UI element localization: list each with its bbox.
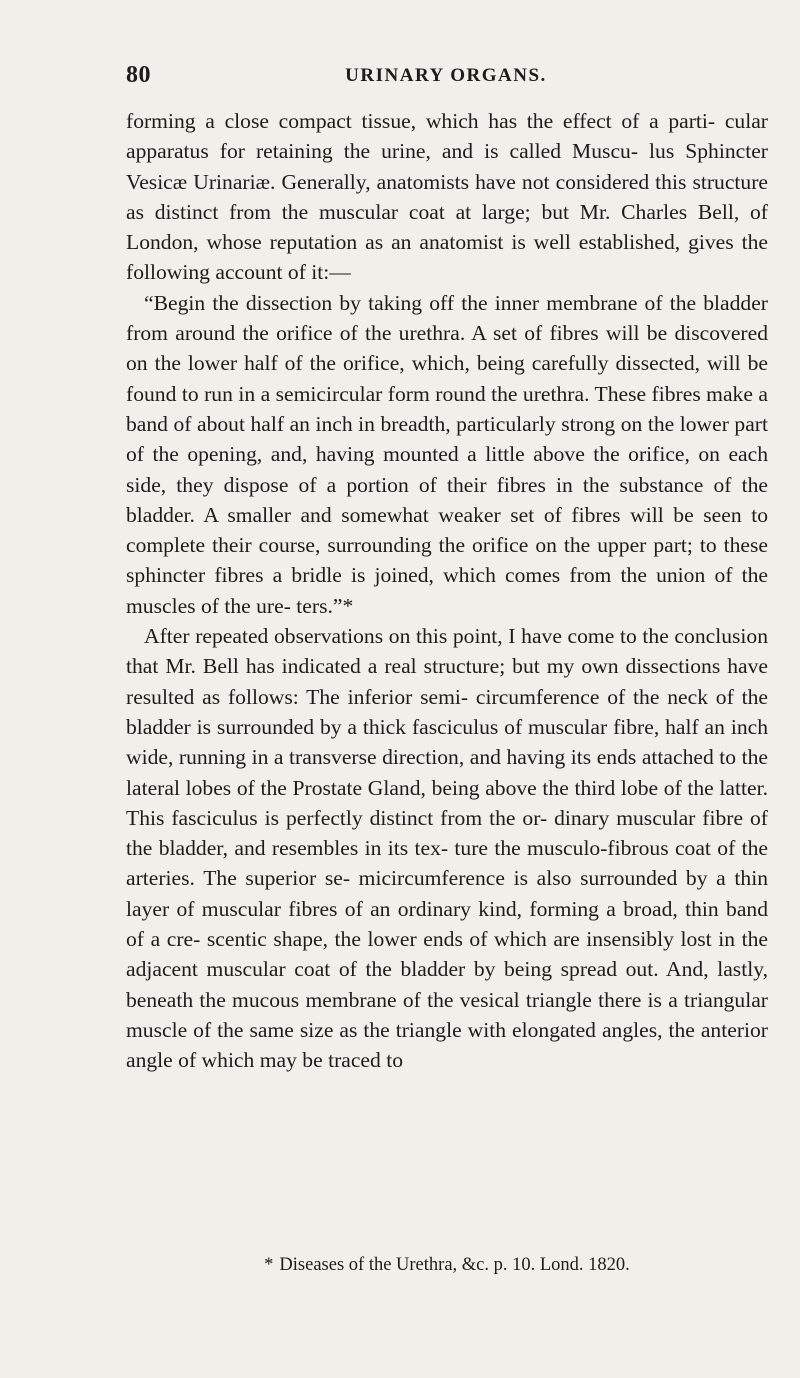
paragraph-1: forming a close compact tissue, which has the effect of a parti- cular apparatus for retaining the urine, and is called Muscu- lus Sphincter Vesicæ Urinariæ. Generally, anatomists have not considered this structure as distinct from the muscular coat at large; but Mr. Charles Bell, of London, whose reputation as an anatomist is well established, gives the following account of it:—	[126, 109, 768, 285]
running-head: URINARY ORGANS.	[345, 65, 547, 86]
footnote-mark: *	[264, 1255, 274, 1275]
page-number: 80	[126, 62, 151, 88]
paragraph-2-quotation: “Begin the dissection by taking off the inner membrane of the bladder from around the orifice of the urethra. A set of fibres will be discovered on the lower half of the orifice, which, being carefully dissected, will be found to run in a semicircular form round the urethra. These fibres make a band of about half an inch in breadth, particularly strong on the lower part of the opening, and, having mounted a little above the orifice, on each side, they dispose of a portion of their fibres in the substance of the bladder. A smaller and somewhat weaker set of fibres will be seen to complete their course, surrounding the orifice on the upper part; to these sphincter fibres a bridle is joined, which comes from the union of the muscles of the ure- ters.”*	[126, 290, 768, 618]
body-text	[126, 106, 768, 1076]
footnote-text: Diseases of the Urethra, &c. p. 10. Lond. 1820.	[279, 1255, 630, 1275]
page-header	[126, 62, 766, 92]
footnote	[126, 1253, 768, 1277]
paragraph-3: After repeated observations on this point, I have come to the conclusion that Mr. Bell has indicated a real structure; but my own dissections have resulted as follows: The inferior semi- circumference of the neck of the bladder is surrounded by a thick fasciculus of muscular fibre, half an inch wide, running in a transverse direction, and having its ends attached to the lateral lobes of the Prostate Gland, being above the third lobe of the latter. This fasciculus is perfectly distinct from the or- dinary muscular fibre of the bladder, and resembles in its tex- ture the musculo-fibrous coat of the arteries. The superior se- micircumference is also surrounded by a thin layer of muscular fibres of an ordinary kind, forming a broad, thin band of a cre- scentic shape, the lower ends of which are insensibly lost in the adjacent muscular coat of the bladder by being spread out. And, lastly, beneath the mucous membrane of the vesical triangle there is a triangular muscle of the same size as the triangle with elongated angles, the anterior angle of which may be traced to	[126, 624, 768, 1073]
